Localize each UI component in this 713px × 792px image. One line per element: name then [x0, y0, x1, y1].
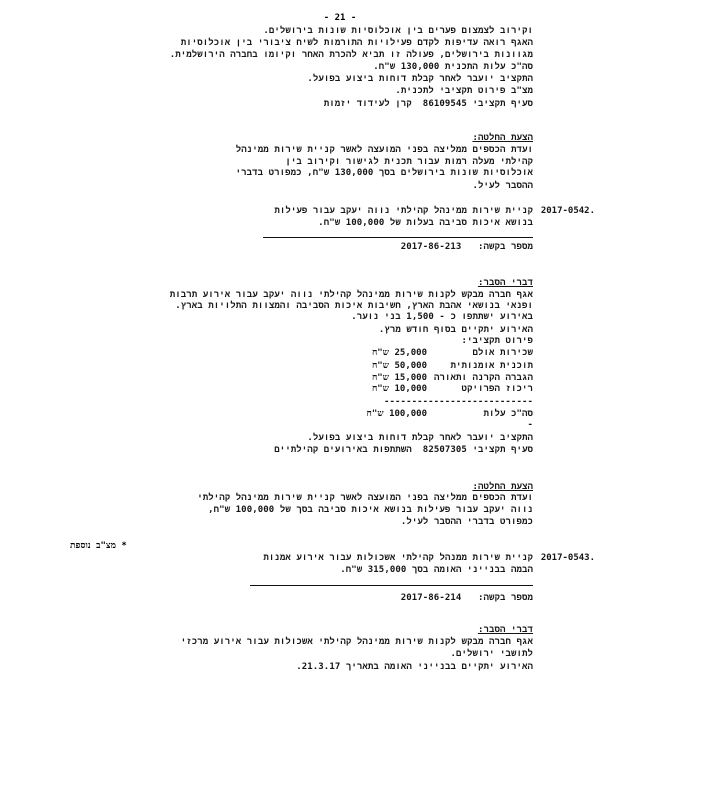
- text-line: התקציב יועבר לאחר קבלת דוחות ביצוע בפועל.: [307, 74, 533, 84]
- text-line: ועדת הכספים ממליצה בפני המועצה לאשר קניית שירות ממינהל: [235, 145, 533, 155]
- budget-label: שכירות אולם: [472, 348, 533, 358]
- text-line: פירוט תקציבי:: [461, 336, 533, 346]
- item-title: הבמה בבנייני האומה בסך 315,000 ש"ח.: [340, 565, 533, 575]
- text-line: קהילתי מעלה רמות עבור תכנית לגישור וקירוב בין: [285, 157, 533, 167]
- dash-separator: ---------------------------: [384, 397, 533, 407]
- budget-amount: 10,000 ש"ח: [371, 384, 427, 394]
- attachment-note: * מצ"ב נוספת: [70, 541, 127, 551]
- explanation-heading: דברי הסבר:: [477, 278, 533, 288]
- text-line: סה"כ עלות התכנית 130,000 ש"ח.: [373, 62, 533, 72]
- text-line: האגף רואה עדיפות לקדם פעילויות התורמות לשיח ציבורי בין אוכלוסיות: [180, 38, 533, 48]
- request-number: מספר בקשה: 2017-86-213: [400, 242, 533, 252]
- budget-amount: 25,000 ש"ח: [371, 348, 427, 358]
- request-number: מספר בקשה: 2017-86-214: [400, 593, 533, 603]
- total-label: סה"כ עלות: [483, 409, 533, 419]
- item-number: 2017-0542.: [540, 206, 595, 216]
- budget-clause: סעיף תקציבי 86109545 קרן לעידוד יזמות: [323, 99, 533, 109]
- text-line: מגוונות בירושלים, פעולה זו תביא להכרת האחר וקיומו בחברה הירושלמית.: [169, 50, 533, 60]
- decision-heading: הצעת החלטה:: [472, 133, 533, 143]
- text-line: אגף חברה מבקש לקנות שירות ממינהל קהילתי אשכולות עבור אירוע מרכזי: [180, 637, 533, 647]
- divider: [263, 237, 533, 238]
- item-title: קניית שירות ממנהל קהילתי אשכולות עבור אירוע אמנות: [263, 553, 533, 563]
- text-line: כמפורט בדברי ההסבר לעיל.: [400, 517, 533, 527]
- text-line: האירוע יתקיים בסוף חודש מרץ.: [378, 325, 533, 335]
- text-line: נווה יעקב עבור פעילות בנושא איכות סביבה בסך של 100,000 ש"ח,: [208, 505, 533, 515]
- budget-clause: סעיף תקציבי 82507305 השתתפות באירועים קהילתיים: [274, 445, 533, 455]
- text-line: האירוע יתקיים בבנייני האומה בתאריך 21.3.17.: [296, 662, 533, 672]
- text-line: מצ"ב פירוט תקציבי לתכנית.: [395, 86, 533, 96]
- page-number: - 21 -: [323, 13, 357, 23]
- divider: [250, 585, 533, 586]
- explanation-heading: דברי הסבר:: [477, 625, 533, 635]
- budget-label: ריכוז הפרויקט: [461, 384, 533, 394]
- budget-label: הגברה הקרנה ותאורה: [433, 373, 533, 383]
- text-line: באירוע ישתתפו כ - 1,500 בני נוער.: [351, 312, 533, 322]
- item-title: בנושא איכות סביבה בעלות של 100,000 ש"ח.: [318, 218, 533, 228]
- text-line: אוכלוסיות שונות בירושלים בסך 130,000 ש"ח, כמפורט בדברי: [235, 168, 533, 178]
- text-line: אגף חברה מבקש לקנות שירות ממינהל קהילתי נווה יעקב עבור אירוע תרבות: [169, 290, 533, 300]
- budget-amount: 50,000 ש"ח: [371, 361, 427, 371]
- dot: -: [527, 420, 533, 430]
- budget-amount: 15,000 ש"ח: [371, 373, 427, 383]
- item-title: קניית שירות ממינהל קהילתי נווה יעקב עבור פעילות: [274, 206, 533, 216]
- text-line: התקציב יועבר לאחר קבלת דוחות ביצוע בפועל.: [307, 433, 533, 443]
- text-line: ופנאי בנושאי אהבת הארץ, חשיבות איכות הסביבה והמצוות התלויות בארץ.: [175, 301, 533, 311]
- total-amount: 100,000 ש"ח: [366, 409, 427, 419]
- text-line: וקירוב לצמצום פערים בין אוכלוסיות שונות בירושלים.: [263, 26, 533, 36]
- budget-label: תוכנית אומנותית: [450, 361, 533, 371]
- decision-heading: הצעת החלטה:: [472, 482, 533, 492]
- item-number: 2017-0543.: [540, 553, 595, 563]
- text-line: לתושבי ירושלים.: [450, 649, 533, 659]
- text-line: ההסבר לעיל.: [472, 181, 533, 191]
- text-line: ועדת הכספים ממליצה בפני המועצה לאשר קניית שירות ממינהל קהילתי: [197, 493, 533, 503]
